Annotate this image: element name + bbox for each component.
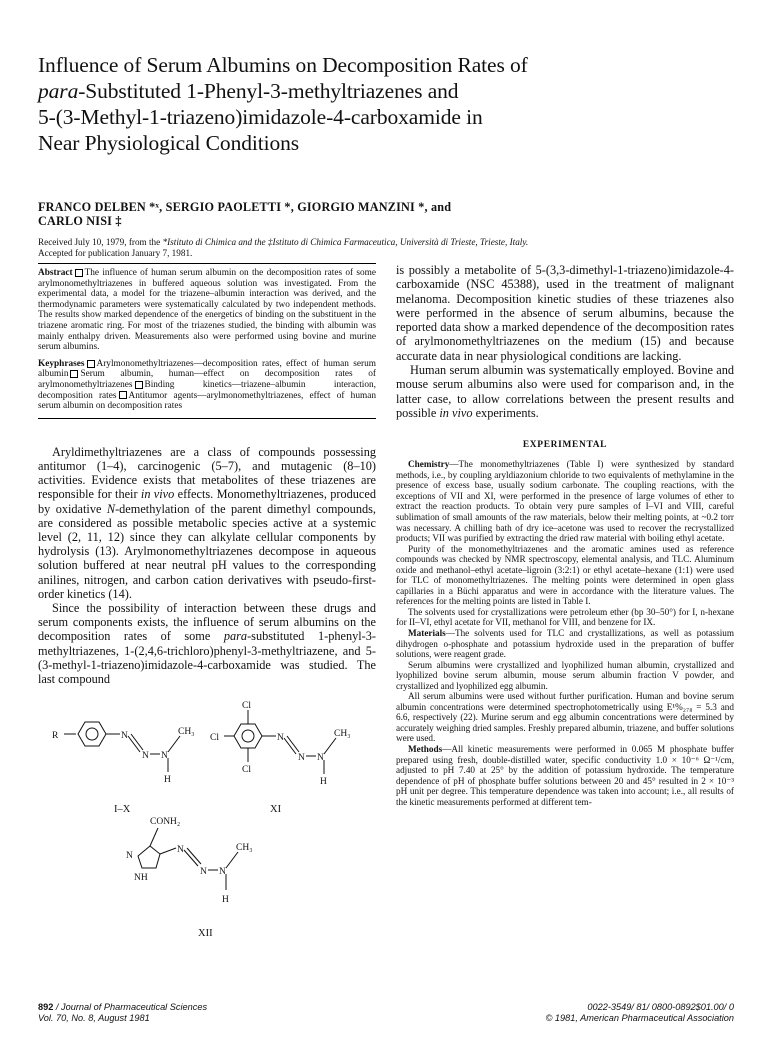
accepted-note: Accepted for publication January 7, 1981. xyxy=(38,248,193,258)
chloro-label: Cl xyxy=(210,733,219,744)
section-heading-experimental: EXPERIMENTAL xyxy=(522,440,608,451)
chemistry-label: Chemistry xyxy=(408,459,450,470)
hydrogen-label: H xyxy=(320,777,327,788)
solvents-paragraph: The solvents used for crystallizations were petroleum ether (bp 30–50°) for I, n-hexane for II–VI, ethyl acetate for VII, methanol for VIII, and benzene for IX. xyxy=(396,606,734,628)
keyphrase-item: Arylmonomethyltriazenes—decomposition rates, effect of human serum albumin xyxy=(38,358,376,380)
materials-text: —The solvents used for TLC and crystallizations, as well as potassium dihydrogen o-phosphate and potassium hydroxide used in the preparation of buffer solutions, were reagent grade. xyxy=(396,628,734,660)
intro-paragraph-1 xyxy=(38,445,376,601)
nitrogen-label: N xyxy=(161,751,168,762)
footer-copyright xyxy=(534,1002,734,1024)
footer-journal xyxy=(38,1002,207,1024)
keyphrase-item: Binding kinetics—triazene–albumin interaction, decomposition rates xyxy=(38,379,376,401)
right-paragraph-2 xyxy=(396,363,734,420)
nitrogen-label: N xyxy=(142,751,149,762)
methyl-label: CH₃ xyxy=(334,729,351,740)
square-bullet-icon xyxy=(135,381,143,389)
serum-paragraph-1: Serum albumins were crystallized and lyophilized human albumin, crystallized and lyophilized bovine serum albumin, mouse serum albumin fraction V powder, and crystallized and lyophilized egg albumin. xyxy=(396,659,734,691)
title-line-1: Influence of Serum Albumins on Decomposition Rates of xyxy=(38,53,528,77)
chemistry-text: —The monomethyltriazenes (Table I) were synthesized by standard methods, i.e., by coupling aryldiazonium chloride to two equivalents of methylamine in the presence of excess base, usually sodium carbonate. The coupling reactions, with the exceptions of VII and XI, were performed in the presence of large volumes of ether to extract the reaction products. To obtain very pure samples of I–VI and VIII, careful sublimation of small amounts of the raw materials, below their melting points, at ~0.2 torr was necessary. A chilling bath of dry ice–acetone was used to recover the recrystallized products; VII was purified by extracting the dried raw material with boiling ethyl acetate. xyxy=(396,459,734,544)
serum-paragraph-2: All serum albumins were used without further purification. Human and bovine serum albumin concentrations were determined spectrophotometrically using E¹%₂₇₈ = 5.3 and 6.6, respectively (22). Murine serum and egg albumin concentrations were determined by accurately weighing dried samples. Freshly prepared albumin, triazene, and buffer solutions were used. xyxy=(396,691,734,744)
methyl-label: CH₃ xyxy=(178,727,195,738)
chemical-structures xyxy=(38,696,376,942)
nitrogen-label: N xyxy=(200,867,207,878)
structure-label-xii: XII xyxy=(198,928,213,940)
intro-text: -demethylation of the parent dimethyl compounds, are considered as possible metabolic species active at a systemic level (2, 11, 12) since they can alkylate cellular components by hydrolysis (13). Arylmonomethyltriazenes decompose in aqueous solution buffered at near neutral pH values to the corresponding anilines, nitrogen, and carbon cation derivatives with pseudo-first-order kinetics (14). xyxy=(38,501,376,601)
journal-volume: Vol. 70, No. 8, August 1981 xyxy=(38,1013,150,1023)
abstract-text: The influence of human serum albumin on the decomposition rates of some arylmonomethyltriazenes in buffered aqueous solution was investigated. From the experimental data, a model for the triazene–albumin interaction was derived, and the thermodynamic parameters were systematically calculated by two independent methods. The results show marked dependence of the energetics of binding on the substituent in the triazene aromatic ring. For most of the triazenes studied, the binding with albumin was mainly enthalpy driven. Measurements also were performed using bovine and murine serum albumins. xyxy=(38,268,376,353)
r-group-label: R xyxy=(52,731,59,742)
right-column xyxy=(396,263,734,807)
abstract xyxy=(38,268,376,353)
copyright-line: © 1981, American Pharmaceutical Association xyxy=(545,1013,734,1023)
title-line-2: -Substituted 1-Phenyl-3-methyltriazenes and xyxy=(78,79,459,103)
received-note xyxy=(38,237,734,259)
chloro-label: Cl xyxy=(242,765,251,776)
article-code: 0022-3549/ 81/ 0800-0892$01.00/ 0 xyxy=(587,1002,734,1012)
abstract-label: Abstract xyxy=(38,268,73,278)
paper-page xyxy=(38,52,734,940)
title-line-3: 5-(3-Methyl-1-triazeno)imidazole-4-carboxamide in xyxy=(38,105,483,129)
affiliation: *Istituto di Chimica and the ‡Istituto di Chimica Farmaceutica, Università di Trieste, Trieste, Italy. xyxy=(162,237,529,247)
methods-label: Methods xyxy=(408,744,443,755)
abstract-box xyxy=(38,263,376,419)
right-text: experiments. xyxy=(472,405,539,420)
intro-text: Since the possibility of interaction between these drugs and serum components exists, the influence of serum albumins on the decomposition rates of some xyxy=(38,600,376,644)
authors-line-2: CARLO NISI ‡ xyxy=(38,214,122,228)
nitrogen-label: N xyxy=(121,731,128,742)
carboxamide-label: CONH₂ xyxy=(150,817,181,828)
chemistry-paragraph xyxy=(396,459,734,543)
square-bullet-icon xyxy=(75,269,83,277)
intro-text: effects. Monomethyltriazenes, produced by oxidative xyxy=(38,487,376,516)
methyl-label: CH₃ xyxy=(236,843,253,854)
methods-text: —All kinetic measurements were performed in 0.065 M phosphate buffer prepared using fresh, double-distilled water, specific conductivity 1.0 × 10⁻⁶ Ω⁻¹/cm, adjusted to pH 7.40 at 25° by the addition of potassium hydroxide. The temperature dependence of pH of phosphate buffer solutions between 20 and 45° resulted in 2 × 10⁻³ pH unit per degree. This temperature dependence was taken into account; i.e., all results of the kinetic measurements performed at different tem- xyxy=(396,744,734,807)
author-list xyxy=(38,200,734,228)
right-paragraph-1: is possibly a metabolite of 5-(3,3-dimethyl-1-triazeno)imidazole-4-carboxamide (NSC 45388), used in the treatment of malignant melanoma. Decomposition kinetic studies of these triazenes also were performed in the absence of serum albumins, because the reported data show a marked dependence of the decomposition rates of arylmonomethyltriazenes on the medium (15) and because accurate data in near physiological conditions are lacking. xyxy=(396,263,734,363)
nitrogen-label: N xyxy=(298,753,305,764)
chloro-label: Cl xyxy=(242,701,251,712)
title-line-4: Near Physiological Conditions xyxy=(38,131,300,155)
hydrogen-label: H xyxy=(164,775,171,786)
left-column xyxy=(38,263,376,942)
right-text: Human serum albumin was systematically employed. Bovine and mouse serum albumins also were used for comparison and, in the latter case, to allow correlations between the present results and possible xyxy=(396,363,734,420)
nitrogen-label: N xyxy=(126,851,133,862)
square-bullet-icon xyxy=(70,370,78,378)
intro-italic: N xyxy=(106,501,116,516)
structure-label-xi: XI xyxy=(270,804,282,816)
purity-paragraph: Purity of the monomethyltriazenes and the aromatic amines used as reference compounds was checked by NMR spectroscopy, elemental analysis, and TLC. Aluminum oxide and methanol–ethyl acetate–ligroin (3:2:1) or ethyl acetate–hexane (1:1) were used for TLC of monomethyltriazenes. The melting points were determined in open glass capillaries in a Büchi apparatus and were in accordance with the literature values. The references for the melting points are listed in Table I. xyxy=(396,543,734,607)
received-prefix: Received July 10, 1979, from the xyxy=(38,237,163,247)
intro-text: Aryldimethyltriazenes are a class of compounds possessing antitumor (1–4), carcinogenic (5–7), and mutagenic (8–10) activities. Evidence exists that metabolites of these triazenes are responsible for their xyxy=(38,444,376,502)
journal-name: / Journal of Pharmaceutical Sciences xyxy=(53,1002,208,1012)
paper-title xyxy=(38,52,598,156)
keyphrase-item: Antitumor agents—arylmonomethyltriazenes, effect of human serum albumin on decomposition rates xyxy=(38,390,376,412)
intro-italic: para xyxy=(223,629,248,644)
square-bullet-icon xyxy=(119,391,127,399)
materials-paragraph xyxy=(396,628,734,660)
square-bullet-icon xyxy=(87,360,95,368)
right-italic: in vivo xyxy=(439,405,473,420)
authors-line-1: FRANCO DELBEN *ˣ, SERGIO PAOLETTI *, GIORGIO MANZINI *, and xyxy=(38,200,452,214)
intro-paragraph-2 xyxy=(38,601,376,686)
materials-label: Materials xyxy=(408,628,446,639)
keyphrases-label: Keyphrases xyxy=(38,358,85,369)
page-number: 892 xyxy=(38,1002,54,1012)
intro-italic: in vivo xyxy=(140,487,175,502)
hydrogen-label: H xyxy=(222,895,229,906)
title-line-2-italic: para xyxy=(38,79,79,103)
methods-paragraph xyxy=(396,744,734,807)
structures-drawing xyxy=(38,696,376,942)
nitrogen-label: N xyxy=(219,867,226,878)
nitrogen-label: N xyxy=(317,753,324,764)
nitrogen-label: N xyxy=(277,733,284,744)
keyphrases xyxy=(38,359,376,412)
structure-label-ix: I–X xyxy=(114,804,131,816)
nitrogen-label: N xyxy=(177,845,184,856)
nh-label: NH xyxy=(134,873,148,884)
intro-text: -substituted 1-phenyl-3-methyltriazenes, 1-(2,4,6-trichloro)phenyl-3-methyltriazene, and 5-(3-methyl-1-triazeno)imidazole-4-carboxamide was studied. The last compound xyxy=(38,629,376,686)
keyphrase-item: Serum albumin, human—effect on decomposition rates of arylmonomethyltriazenes xyxy=(38,369,376,390)
